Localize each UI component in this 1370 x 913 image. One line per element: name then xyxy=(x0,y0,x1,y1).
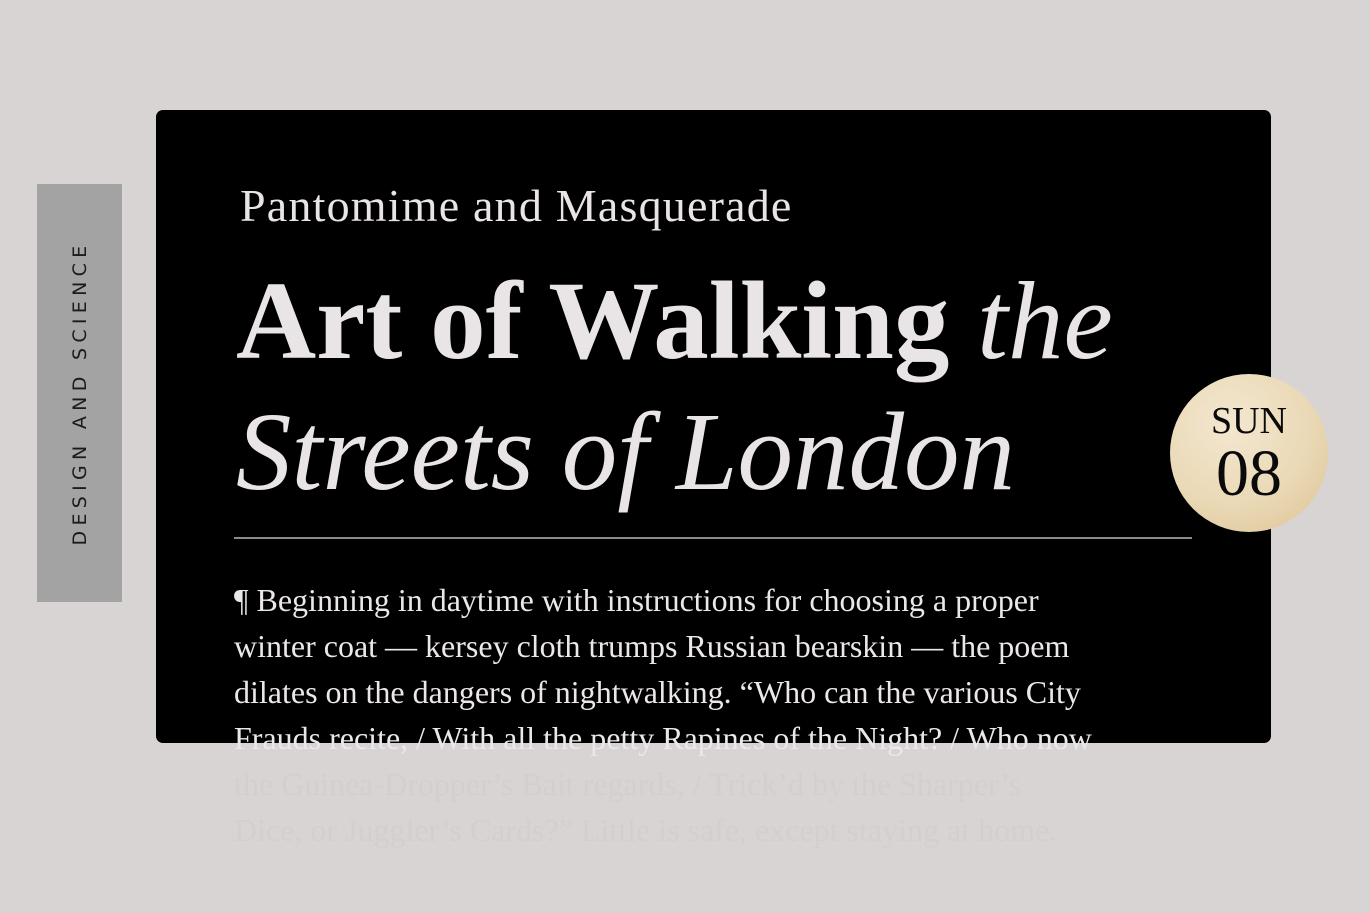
side-tag xyxy=(37,184,122,602)
badge-day: SUN xyxy=(1210,400,1288,442)
body-line: winter coat — kersey cloth trumps Russian bearskin — the poem xyxy=(234,628,1070,664)
badge-date: 08 xyxy=(1216,437,1282,510)
date-badge xyxy=(1170,374,1328,532)
article-kicker: Pantomime and Masquerade xyxy=(240,180,793,231)
body-line: ¶ Beginning in daytime with instructions for choosing a proper xyxy=(234,582,1039,618)
body-line-faded: the Guinea-Dropper’s Bait regards, / Trick’d by the Sharper’s xyxy=(234,766,1022,802)
body-line: Frauds recite, / With all the petty Rapines of the Night? / Who now xyxy=(234,720,1092,756)
body-line: dilates on the dangers of nightwalking. “Who can the various City xyxy=(234,674,1081,710)
headline-italic-part-1: the xyxy=(977,260,1113,383)
body-line-faded: Dice, or Juggler’s Cards?” Little is safe, except staying at home. xyxy=(234,812,1058,848)
headline-italic-part-2: Streets of London xyxy=(236,391,1016,514)
side-tag-label: DESIGN AND SCIENCE xyxy=(68,240,91,546)
article-headline xyxy=(236,256,1196,518)
article-body xyxy=(234,577,1194,853)
headline-divider xyxy=(234,537,1192,539)
headline-bold-part: Art of Walking xyxy=(236,260,950,383)
